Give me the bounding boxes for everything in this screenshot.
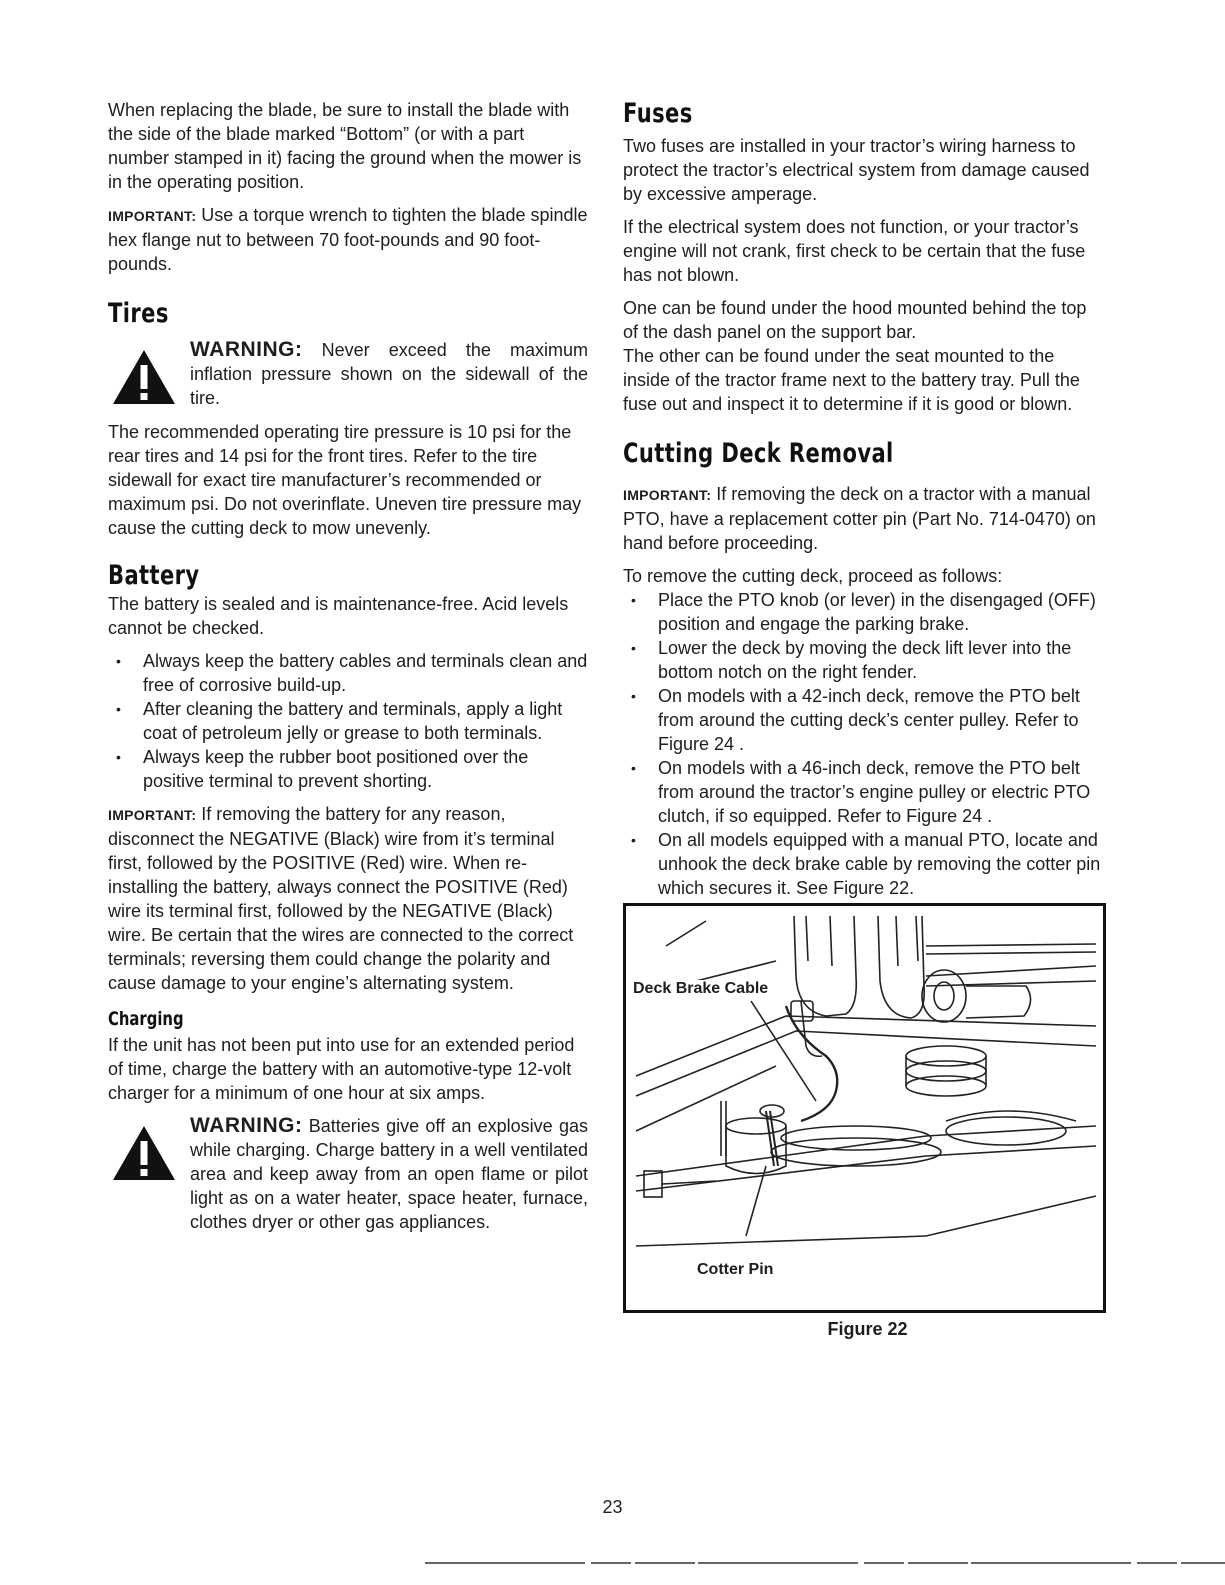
important-label: IMPORTANT: [108, 807, 197, 823]
important-text: Use a torque wrench to tighten the blade spindle hex flange nut to between 70 foot-pounds and 90 foot-pounds. [108, 205, 588, 274]
deck-brake-cable-label: Deck Brake Cable [633, 980, 769, 997]
deck-intro: To remove the cutting deck, proceed as follows: [623, 566, 1003, 586]
warning-triangle-icon [111, 348, 177, 406]
blade-install-paragraph: When replacing the blade, be sure to install the blade with the side of the blade marked “Bottom” (or with a part number stamped in it) facing the ground when the mower is in the operating position. [108, 100, 582, 192]
important-battery-note [108, 802, 588, 995]
list-item: • Place the PTO knob (or lever) in the disengaged (OFF) position and engage the parking brake. [631, 590, 1096, 634]
figure-22 [623, 903, 1106, 1339]
warning-text: Never exceed the maximum inflation pressure shown on the sidewall of the tire. [190, 340, 588, 408]
list-item: • After cleaning the battery and terminals, apply a light coat of petroleum jelly or grease to both terminals. [116, 699, 563, 743]
left-column [108, 98, 588, 1244]
important-label: IMPORTANT: [623, 487, 712, 503]
charging-heading: Charging [108, 1008, 184, 1030]
deck-brake-illustration [626, 906, 1103, 1310]
cutting-deck-heading: Cutting Deck Removal [623, 438, 894, 469]
list-item: • Lower the deck by moving the deck lift lever into the bottom notch on the right fender. [631, 638, 1072, 682]
battery-bullet-list [108, 649, 588, 793]
warning-title: WARNING: [190, 338, 303, 361]
important-text: If removing the deck on a tractor with a manual PTO, have a replacement cotter pin (Part No. 714-0470) on hand before proceeding. [623, 484, 1096, 553]
bullet-icon: • [116, 653, 121, 669]
bullet-icon: • [631, 688, 636, 704]
list-item: • On models with a 42-inch deck, remove the PTO belt from around the cutting deck’s center pulley. Refer to Figure 24 . [631, 686, 1080, 754]
bullet-icon: • [116, 749, 121, 765]
bullet-icon: • [631, 640, 636, 656]
list-item: • Always keep the rubber boot positioned over the positive terminal to prevent shorting. [116, 747, 529, 791]
warning-title: WARNING: [190, 1114, 303, 1137]
bullet-icon: • [631, 592, 636, 608]
list-item: • On models with a 46-inch deck, remove the PTO belt from around the tractor’s engine pulley or electric PTO clutch, if so equipped. Refer to Figure 24 . [631, 758, 1091, 826]
important-torque-note [108, 203, 588, 276]
important-label: IMPORTANT: [108, 208, 197, 224]
tire-pressure-paragraph: The recommended operating tire pressure is 10 psi for the rear tires and 14 psi for the front tires. Refer to the tire sidewall for exact tire manufacturer’s recommended or maximum psi. Do not overinflate. Uneven tire pressure may cause the cutting deck to mow unevenly. [108, 422, 582, 538]
charging-paragraph: If the unit has not been put into use for an extended period of time, charge the battery with an automotive-type 12-volt charger for a minimum of one hour at six amps. [108, 1035, 575, 1103]
charging-warning [108, 1114, 588, 1234]
fuses-paragraph: One can be found under the hood mounted behind the top of the dash panel on the support bar. [623, 298, 1087, 342]
important-text: If removing the battery for any reason, disconnect the NEGATIVE (Black) wire from it’s terminal first, followed by the POSITIVE (Red) wire. When re-installing the battery, always connect the POSITIVE (Red) wire its terminal first, followed by the NEGATIVE (Black) wire. Be certain that the wires are connected to the correct terminals; reversing them could change the polarity and cause damage to your engine’s alternating system. [108, 804, 574, 993]
fuses-paragraph: Two fuses are installed in your tractor’s wiring harness to protect the tractor’s electrical system from damage caused by excessive amperage. [623, 136, 1090, 204]
fuses-paragraph: If the electrical system does not function, or your tractor’s engine will not crank, first check to be certain that the fuse has not blown. [623, 217, 1086, 285]
bullet-icon: • [631, 832, 636, 848]
list-item: • On all models equipped with a manual PTO, locate and unhook the deck brake cable by removing the cotter pin which secures it. See Figure 22. [631, 830, 1101, 898]
bottom-scan-rule [0, 1562, 1225, 1564]
warning-text: Batteries give off an explosive gas while charging. Charge battery in a well ventilated area and keep away from an open flame or pilot light as on a water heater, space heater, furnace, clothes dryer or other gas appliances. [190, 1116, 588, 1232]
bullet-icon: • [631, 760, 636, 776]
tires-heading: Tires [108, 298, 169, 329]
fuses-heading: Fuses [623, 98, 693, 129]
battery-paragraph: The battery is sealed and is maintenance-free. Acid levels cannot be checked. [108, 594, 569, 638]
right-column [623, 98, 1101, 1339]
fuses-paragraph: The other can be found under the seat mounted to the inside of the tractor frame next to the battery tray. Pull the fuse out and inspect it to determine if it is good or blown. [623, 346, 1080, 414]
bullet-icon: • [116, 701, 121, 717]
important-deck-note [623, 482, 1101, 555]
battery-heading: Battery [108, 560, 200, 591]
deck-bullet-list [623, 588, 1101, 900]
tires-warning [108, 338, 588, 410]
page-number: 23 [602, 1497, 623, 1517]
list-item: • Always keep the battery cables and terminals clean and free of corrosive build-up. [116, 651, 588, 695]
warning-triangle-icon [111, 1124, 177, 1182]
cotter-pin-label: Cotter Pin [697, 1261, 774, 1278]
figure-caption: Figure 22 [827, 1319, 908, 1339]
